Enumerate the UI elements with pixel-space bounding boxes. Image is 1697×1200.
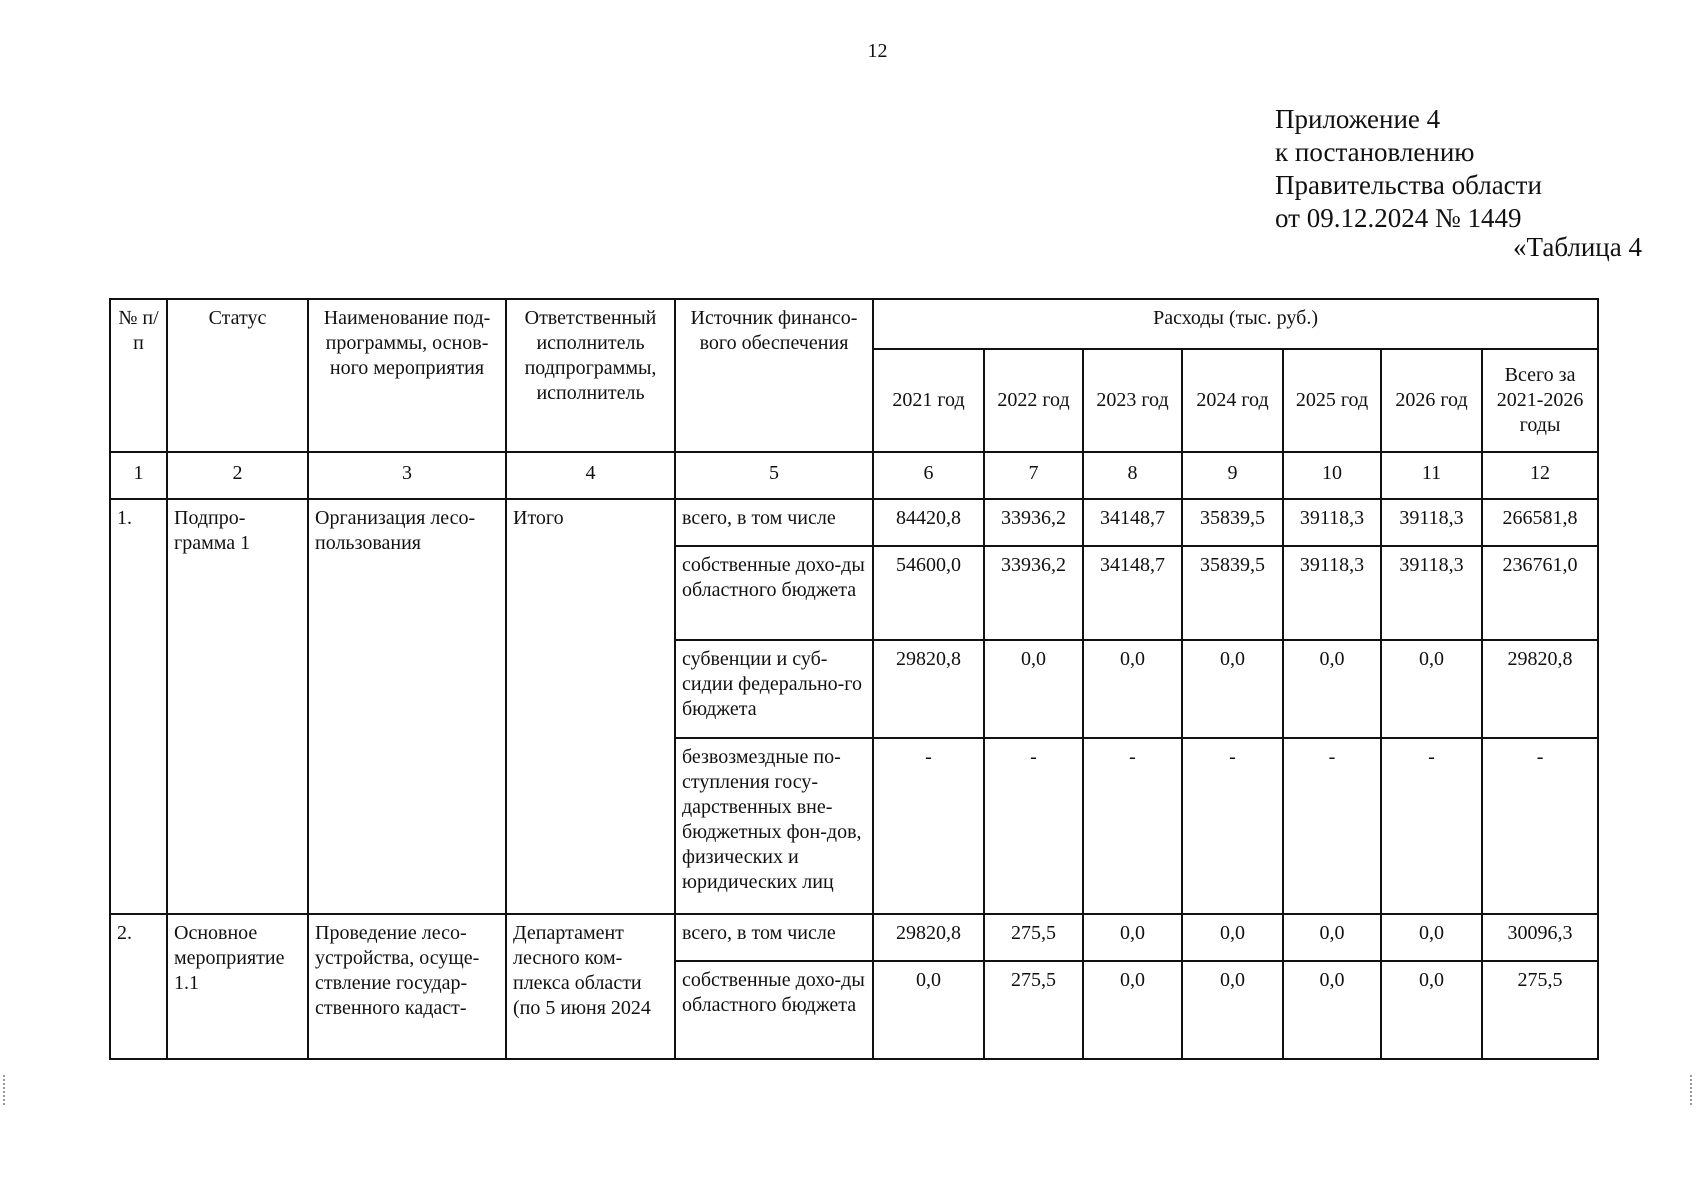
cell-value: 275,5 (984, 961, 1083, 1059)
cell-value: - (1482, 738, 1598, 914)
appendix-header (1275, 103, 1542, 235)
cell-value: 29820,8 (873, 640, 984, 738)
cell-value: 54600,0 (873, 546, 984, 640)
cell-value: 0,0 (1083, 640, 1182, 738)
row-source: всего, в том числе (675, 499, 873, 546)
scan-margin-mark (1690, 1075, 1694, 1105)
row-source: безвозмездные по-ступления госу-дарственных вне-бюджетных фон-дов, физических и юридических лиц (675, 738, 873, 914)
column-number: 5 (675, 452, 873, 499)
cell-value: 0,0 (1182, 640, 1283, 738)
column-number: 1 (110, 452, 167, 499)
cell-value: - (1381, 738, 1482, 914)
column-number: 6 (873, 452, 984, 499)
cell-value: 34148,7 (1083, 499, 1182, 546)
header-name: Наименование под-программы, основ-ного мероприятия (308, 299, 506, 452)
row-num: 2. (110, 914, 167, 1059)
row-status: Основное мероприятие 1.1 (167, 914, 308, 1059)
header-year: 2023 год (1083, 349, 1182, 452)
column-numbers-row (110, 452, 1598, 499)
cell-value: 29820,8 (873, 914, 984, 961)
cell-value: - (1083, 738, 1182, 914)
column-number: 9 (1182, 452, 1283, 499)
column-number: 2 (167, 452, 308, 499)
header-year: 2026 год (1381, 349, 1482, 452)
cell-value: 0,0 (1083, 961, 1182, 1059)
header-expenses: Расходы (тыс. руб.) (873, 299, 1598, 349)
header-year: 2021 год (873, 349, 984, 452)
cell-value: 33936,2 (984, 499, 1083, 546)
table-label: «Таблица 4 (1513, 232, 1642, 262)
row-responsible: Департамент лесного ком-плекса области (по 5 июня 2024 (506, 914, 675, 1059)
cell-value: 84420,8 (873, 499, 984, 546)
cell-value: 275,5 (984, 914, 1083, 961)
cell-value: 29820,8 (1482, 640, 1598, 738)
cell-value: 0,0 (984, 640, 1083, 738)
cell-value: 0,0 (1083, 914, 1182, 961)
table-row (110, 914, 1598, 961)
header-year: 2024 год (1182, 349, 1283, 452)
cell-value: 39118,3 (1283, 546, 1381, 640)
cell-value: 0,0 (1283, 914, 1381, 961)
cell-value: 39118,3 (1381, 499, 1482, 546)
row-responsible: Итого (506, 499, 675, 914)
cell-value: 0,0 (1283, 640, 1381, 738)
cell-value: 35839,5 (1182, 499, 1283, 546)
cell-value: 0,0 (873, 961, 984, 1059)
row-status: Подпро-грамма 1 (167, 499, 308, 914)
column-number: 7 (984, 452, 1083, 499)
cell-value: 0,0 (1381, 914, 1482, 961)
column-number: 4 (506, 452, 675, 499)
header-source: Источник финансо-вого обеспечения (675, 299, 873, 452)
page-number: 12 (867, 40, 888, 62)
cell-value: 30096,3 (1482, 914, 1598, 961)
row-num: 1. (110, 499, 167, 914)
column-number: 12 (1482, 452, 1598, 499)
appendix-line: к постановлению (1275, 137, 1475, 167)
column-number: 10 (1283, 452, 1381, 499)
header-year: 2022 год (984, 349, 1083, 452)
appendix-line: Приложение 4 (1275, 104, 1441, 134)
appendix-line: Правительства области (1275, 170, 1542, 200)
cell-value: - (1283, 738, 1381, 914)
cell-value: 33936,2 (984, 546, 1083, 640)
row-source: всего, в том числе (675, 914, 873, 961)
cell-value: 35839,5 (1182, 546, 1283, 640)
cell-value: 266581,8 (1482, 499, 1598, 546)
header-responsible: Ответственный исполнитель подпрограммы, исполнитель (506, 299, 675, 452)
column-number: 11 (1381, 452, 1482, 499)
cell-value: 39118,3 (1283, 499, 1381, 546)
row-source: собственные дохо-ды областного бюджета (675, 546, 873, 640)
header-status: Статус (167, 299, 308, 452)
cell-value: - (984, 738, 1083, 914)
cell-value: 0,0 (1182, 914, 1283, 961)
row-name: Организация лесо-пользования (308, 499, 506, 914)
scan-margin-mark (3, 1075, 7, 1105)
row-name: Проведение лесо-устройства, осуще-ствление государ-ственного кадаст- (308, 914, 506, 1059)
table-row (110, 499, 1598, 546)
cell-value: 236761,0 (1482, 546, 1598, 640)
column-number: 8 (1083, 452, 1182, 499)
column-number: 3 (308, 452, 506, 499)
header-year: 2025 год (1283, 349, 1381, 452)
cell-value: 0,0 (1283, 961, 1381, 1059)
cell-value: 0,0 (1381, 961, 1482, 1059)
cell-value: - (1182, 738, 1283, 914)
row-source: собственные дохо-ды областного бюджета (675, 961, 873, 1059)
cell-value: - (873, 738, 984, 914)
row-source: субвенции и суб-сидии федерально-го бюджета (675, 640, 873, 738)
appendix-line: от 09.12.2024 № 1449 (1275, 203, 1522, 233)
cell-value: 39118,3 (1381, 546, 1482, 640)
cell-value: 0,0 (1182, 961, 1283, 1059)
header-num: № п/п (110, 299, 167, 452)
cell-value: 0,0 (1381, 640, 1482, 738)
header-total: Всего за 2021-2026 годы (1482, 349, 1598, 452)
cell-value: 275,5 (1482, 961, 1598, 1059)
cell-value: 34148,7 (1083, 546, 1182, 640)
expenses-table (109, 298, 1599, 1060)
